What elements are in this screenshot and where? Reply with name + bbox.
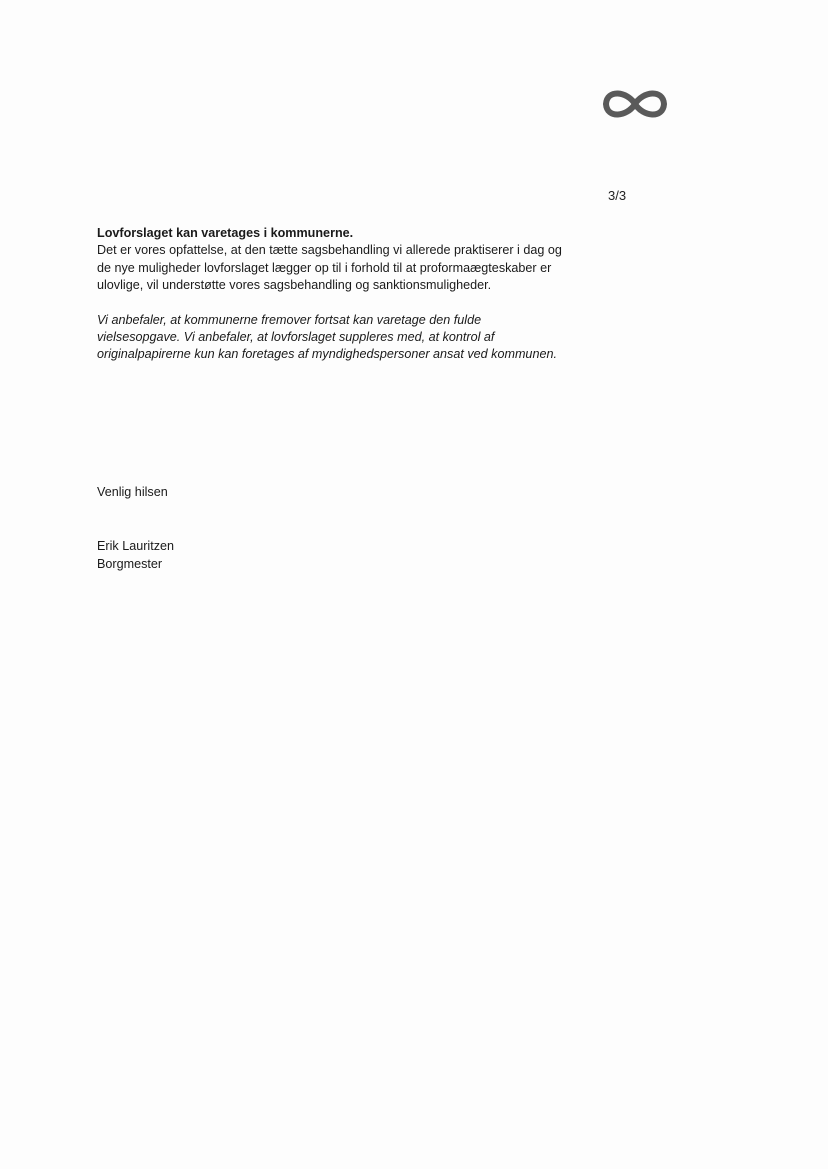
letter-body	[97, 225, 567, 364]
paragraph-opinion: Det er vores opfattelse, at den tætte sagsbehandling vi allerede praktiserer i dag og de nye muligheder lovforslaget lægger op til i forhold til at proformaægteskaber er ulovlige, vil understøtte vores sagsbehandling og sanktionsmuligheder.	[97, 243, 562, 293]
signer-name: Erik Lauritzen	[97, 539, 174, 553]
signer-title: Borgmester	[97, 556, 163, 571]
signature-block	[97, 538, 174, 573]
closing-greeting: Venlig hilsen	[97, 485, 168, 499]
page-indicator: 3/3	[608, 188, 627, 203]
section-heading: Lovforslaget kan varetages i kommunerne.	[97, 226, 354, 240]
infinity-logo-icon	[600, 84, 670, 124]
paragraph-recommendation: Vi anbefaler, at kommunerne fremover fortsat kan varetage den fulde vielsesopgave. Vi anbefaler, at lovforslaget suppleres med, at kontrol af originalpapirerne kun kan foretages af myndighedspersoner ansat ved kommunen.	[97, 312, 557, 362]
